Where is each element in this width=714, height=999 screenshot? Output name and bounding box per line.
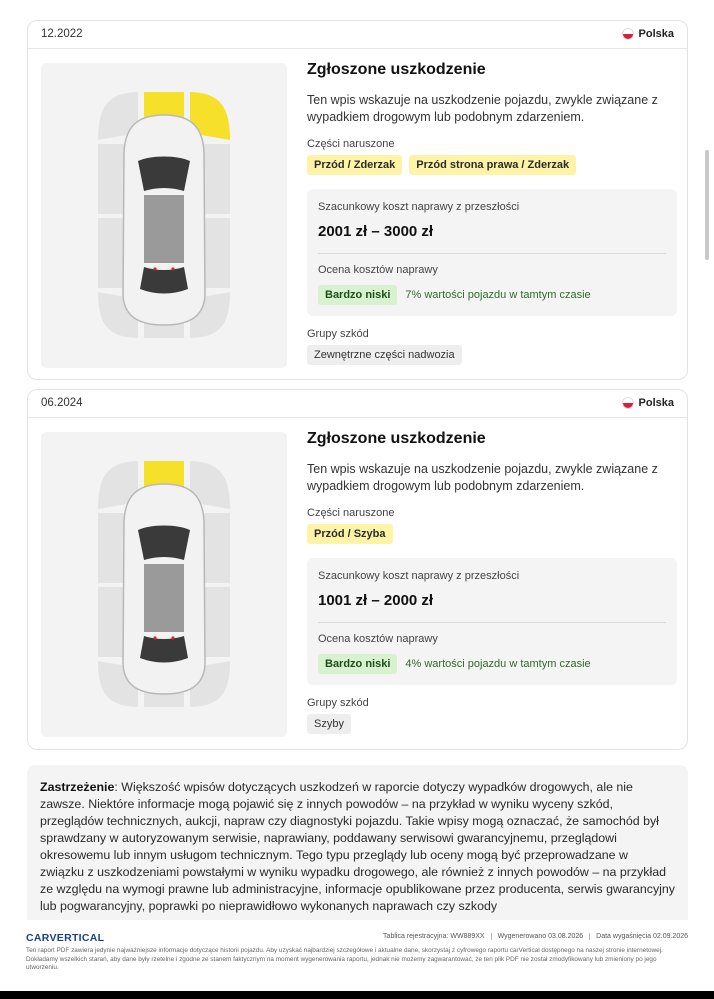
car-damage-diagram bbox=[41, 432, 287, 737]
group-tag: Szyby bbox=[307, 714, 351, 734]
report-meta bbox=[377, 933, 688, 940]
damage-entry-card bbox=[27, 20, 688, 380]
disclaimer-heading: Zastrzeżenie bbox=[40, 780, 115, 794]
card-header bbox=[28, 390, 687, 418]
disclaimer-text bbox=[40, 779, 675, 915]
cost-box bbox=[307, 189, 677, 316]
rating-badge: Bardzo niski bbox=[318, 654, 397, 674]
parts-tags bbox=[307, 155, 677, 175]
entry-details bbox=[307, 430, 677, 734]
country-label bbox=[622, 397, 674, 409]
parts-tags bbox=[307, 524, 677, 544]
card-header bbox=[28, 21, 687, 49]
rating-row bbox=[318, 654, 666, 674]
country-name: Polska bbox=[638, 28, 674, 40]
parts-label: Części naruszone bbox=[307, 138, 395, 150]
car-top-view-icon bbox=[41, 432, 287, 737]
divider bbox=[318, 253, 666, 254]
entry-date: 06.2024 bbox=[41, 397, 83, 409]
car-damage-diagram bbox=[41, 63, 287, 368]
cost-value: 2001 zł – 3000 zł bbox=[318, 223, 434, 240]
parts-label: Części naruszone bbox=[307, 507, 395, 519]
report-footer bbox=[0, 920, 714, 999]
country-label bbox=[622, 28, 674, 40]
entry-details bbox=[307, 61, 677, 365]
entry-description: Ten wpis wskazuje na uszkodzenie pojazdu, zwykle związane z wypadkiem drogowym lub podobnym zdarzeniem. bbox=[307, 93, 658, 124]
rating-text: 7% wartości pojazdu w tamtym czasie bbox=[405, 289, 591, 301]
cost-box bbox=[307, 558, 677, 685]
entry-description: Ten wpis wskazuje na uszkodzenie pojazdu, zwykle związane z wypadkiem drogowym lub podobnym zdarzeniem. bbox=[307, 462, 658, 493]
rating-label: Ocena kosztów naprawy bbox=[318, 264, 438, 276]
divider bbox=[318, 622, 666, 623]
group-tag: Zewnętrzne części nadwozia bbox=[307, 345, 462, 365]
poland-flag-icon bbox=[622, 28, 634, 40]
damage-entry-card bbox=[27, 389, 688, 750]
cost-value: 1001 zł – 2000 zł bbox=[318, 592, 434, 609]
plate-number: Tablica rejestracyjna: WW889XX bbox=[377, 933, 492, 940]
disclaimer-box bbox=[27, 765, 688, 920]
carvertical-logo: CARVERTICAL bbox=[26, 932, 105, 944]
rating-row bbox=[318, 285, 666, 305]
scrollbar[interactable] bbox=[705, 150, 709, 260]
car-top-view-icon bbox=[41, 63, 287, 368]
groups-label: Grupy szkód bbox=[307, 697, 369, 709]
rating-badge: Bardzo niski bbox=[318, 285, 397, 305]
part-tag: Przód / Szyba bbox=[307, 524, 393, 544]
bottom-bar bbox=[0, 991, 714, 999]
expiry-date: Data wygaśnięcia 02.09.2026 bbox=[596, 933, 688, 940]
groups-label: Grupy szkód bbox=[307, 328, 369, 340]
entry-title: Zgłoszone uszkodzenie bbox=[307, 61, 486, 78]
footer-fine-print: Ten raport PDF zawiera jedynie najważniejsze informacje dotyczące historii pojazdu. Aby uzyskać najbardziej szczegółowe i aktualne dane, skorzystaj z cyfrowego raportu carVertical dostępnego na naszej stronie internetowej. Dokładamy wszelkich starań, aby dane były rzetelne i zgodne ze stanem faktycznym na moment wygenerowania raportu, jednak nie możemy zagwarantować, że ten plik PDF nie został zmodyfikowany lub zmieniony po jego utworzeniu. bbox=[26, 947, 663, 972]
disclaimer-body: : Większość wpisów dotyczących uszkodzeń w raporcie dotyczy wypadków drogowych, ale nie zawsze. Niektóre informacje mogą pojawić się z innych powodów – na przykład w wyniku wyceny szkód, przeglądów technicznych, aukcji, napraw czy diagnostyki pojazdu. Takie wpisy mogą oznaczać, że samochód był sprawdzany w autoryzowanym serwisie, naprawiany, poddawany serwisowi gwarancyjnemu, przeglądowi okresowemu lub innym usługom technicznym. Tego typu przeglądy lub oceny mogą być przeprowadzane w związku z uszkodzeniami powstałymi w wyniku wypadku drogowego, ale również z innych powodów – na przykład ze względu na wymogi prawne lub administracyjne, informacje opublikowane przez producenta, serwis gwarancyjny lub pogwarancyjny, poprawki po nieprawidłowo wykonanych naprawach czy szkody bbox=[40, 780, 675, 913]
generated-date: Wygenerowano 03.08.2026 bbox=[492, 933, 591, 940]
cost-label: Szacunkowy koszt naprawy z przeszłości bbox=[318, 570, 520, 582]
entry-date: 12.2022 bbox=[41, 28, 83, 40]
rating-label: Ocena kosztów naprawy bbox=[318, 633, 438, 645]
part-tag: Przód / Zderzak bbox=[307, 155, 402, 175]
part-tag: Przód strona prawa / Zderzak bbox=[409, 155, 576, 175]
country-name: Polska bbox=[638, 397, 674, 409]
poland-flag-icon bbox=[622, 397, 634, 409]
rating-text: 4% wartości pojazdu w tamtym czasie bbox=[405, 658, 591, 670]
cost-label: Szacunkowy koszt naprawy z przeszłości bbox=[318, 201, 520, 213]
entry-title: Zgłoszone uszkodzenie bbox=[307, 430, 486, 447]
